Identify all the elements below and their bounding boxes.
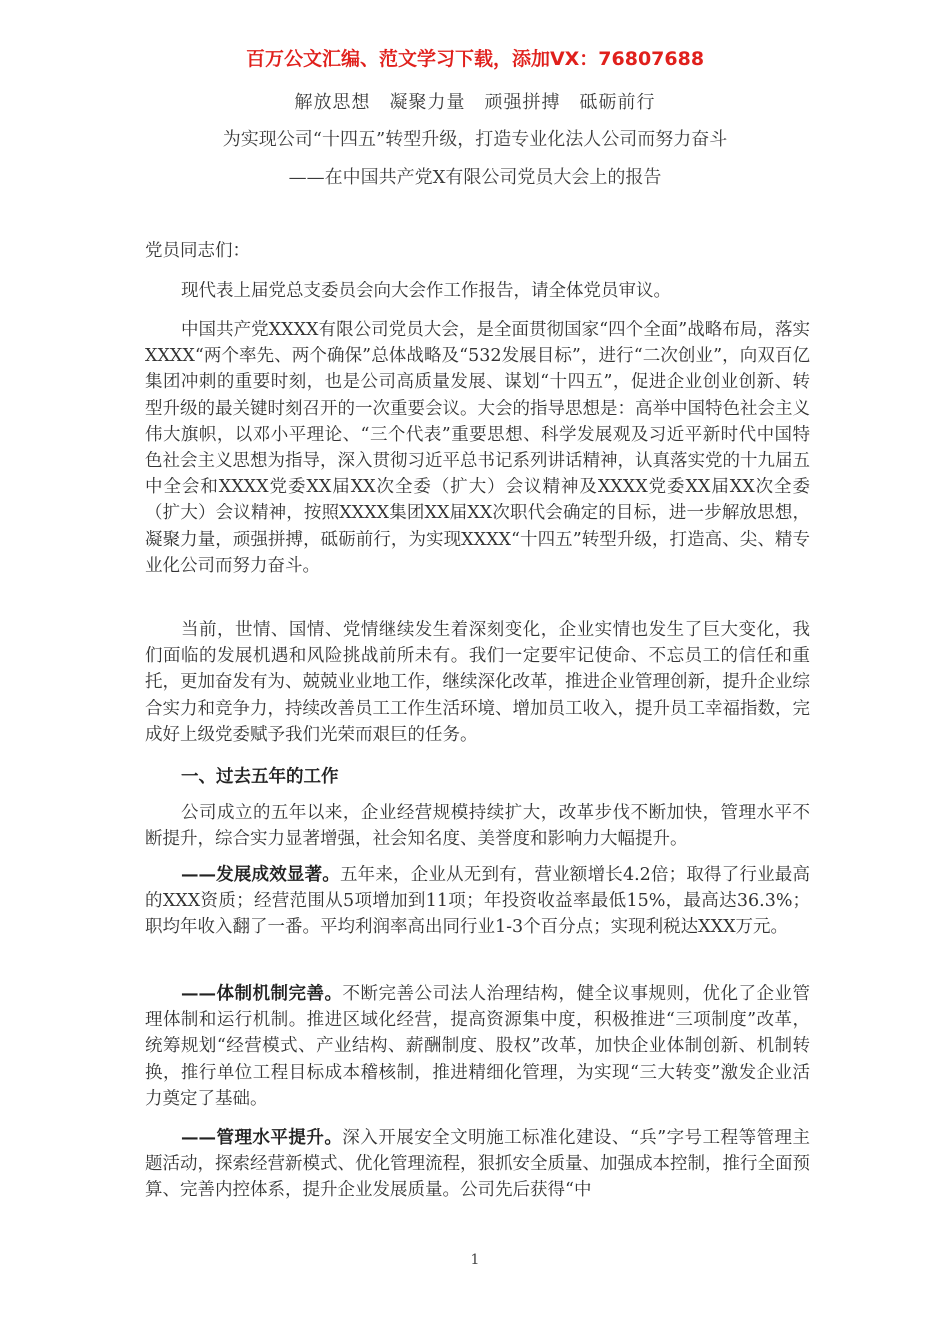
section-heading-1: 一、过去五年的工作 (181, 767, 339, 787)
paragraph-5-lead: ——发展成效显著。 (181, 865, 340, 885)
report-title-line2: 为实现公司“十四五”转型升级，打造专业化法人公司而努力奋斗 (222, 129, 728, 150)
report-subtitle: ——在中国共产党X有限公司党员大会上的报告 (288, 167, 662, 188)
paragraph-3: 当前，世情、国情、党情继续发生着深刻变化，企业实情也发生了巨大变化，我们面临的发展机遇和风险挑战前所未有。我们一定要牢记使命、不忘员工的信任和重托，更加奋发有为、兢兢业业地工作，继续深化改革，推进企业管理创新，提升企业综合实力和竞争力，持续改善员工工作生活环境、增加员工收入，提升员工幸福指数，完成好上级党委赋予我们光荣而艰巨的任务。 (145, 620, 810, 745)
paragraph-6-body: 不断完善公司法人治理结构，健全议事规则，优化了企业管理体制和运行机制。推进区域化经营，提高资源集中度，积极推进“三项制度”改革，统筹规划“经营模式、产业结构、薪酬制度、股权”改革，加快企业体制创新、机制转换，推行单位工程目标成本稽核制，推进精细化管理，为实现“三大转变”激发企业活力奠定了基础。 (145, 984, 810, 1109)
paragraph-7-body: 深入开展安全文明施工标准化建设、“兵”字号工程等管理主题活动，探索经营新模式、优化管理流程，狠抓安全质量、加强成本控制，推行全面预算、完善内控体系，提升企业发展质量。公司先后获得“中 (145, 1128, 810, 1201)
paragraph-2: 中国共产党XXXX有限公司党员大会，是全面贯彻国家“四个全面”战略布局，落实XXXX“两个率先、两个确保”总体战略及“532发展目标”，进行“二次创业”，向双百亿集团冲刺的重要时刻，也是公司高质量发展、谋划“十四五”，促进企业创业创新、转型升级的最关键时刻召开的一次重要会议。大会的指导思想是：高举中国特色社会主义伟大旗帜，以邓小平理论、“三个代表”重要思想、科学发展观及习近平新时代中国特色社会主义思想为指导，深入贯彻习近平总书记系列讲话精神，认真落实党的十九届五中全会和XXXX党委XX届XX次全委（扩大）会议精神及XXXX党委XX届XX次全委（扩大）会议精神，按照XXXX集团XX届XX次职代会确定的目标，进一步解放思想，凝聚力量，顽强拼搏，砥砺前行，为实现XXXX“十四五”转型升级，打造高、尖、精专业化公司而努力奋斗。 (145, 320, 810, 576)
paragraph-7 (145, 1125, 810, 1204)
paragraph-5-body: 五年来，企业从无到有，营业额增长4.2倍；取得了行业最高的XXX资质；经营范围从5项增加到11项；年投资收益率最低15%，最高达36.3%；职均年收入翻了一番。平均利润率高出同行业1-3个百分点；实现利税达XXX万元。 (145, 865, 810, 938)
paragraph-7-lead: ——管理水平提升。 (181, 1128, 343, 1148)
paragraph-1: 现代表上届党总支委员会向大会作工作报告，请全体党员审议。 (181, 281, 671, 301)
promo-banner: 百万公文汇编、范文学习下载，添加VX：76807688 (245, 48, 705, 70)
paragraph-6 (145, 981, 810, 1112)
page-number: 1 (470, 1252, 480, 1268)
report-title-line1: 解放思想 凝聚力量 顽强拼搏 砥砺前行 (294, 92, 656, 113)
paragraph-6-lead: ——体制机制完善。 (181, 984, 343, 1004)
paragraph-4: 公司成立的五年以来，企业经营规模持续扩大，改革步伐不断加快，管理水平不断提升，综合实力显著增强，社会知名度、美誉度和影响力大幅提升。 (145, 803, 810, 850)
paragraph-5 (145, 862, 810, 941)
salutation: 党员同志们： (145, 241, 250, 261)
